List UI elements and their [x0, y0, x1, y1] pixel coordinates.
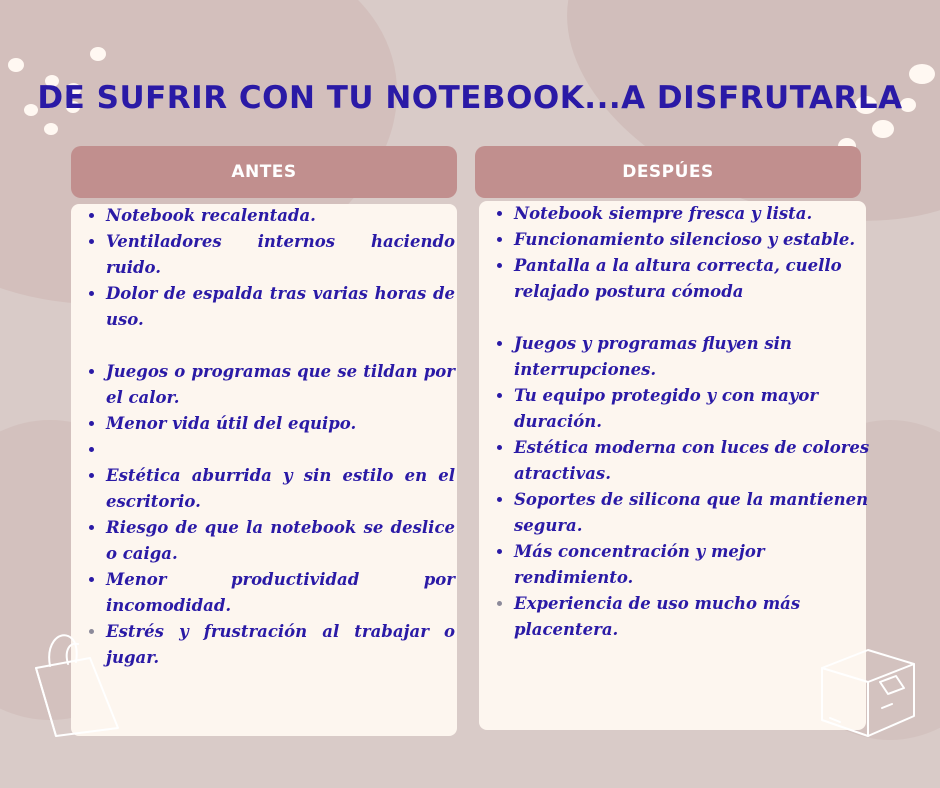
antes-list: [72, 203, 455, 671]
list-item: • Menor vida útil del equipo.: [106, 411, 455, 437]
list-spacer: [106, 333, 455, 359]
page-title: DE SUFRIR CON TU NOTEBOOK...A DISFRUTARLA: [37, 80, 903, 116]
list-item-empty: [106, 437, 455, 463]
despues-list: [480, 201, 874, 643]
decorative-dot: [44, 123, 58, 135]
list-item: • Más concentración y mejor rendimiento.: [514, 539, 874, 591]
list-item: • Juegos y programas fluyen sin interrupciones.: [514, 331, 874, 383]
list-item: • Estrés y frustración al trabajar o jugar.: [106, 619, 455, 671]
decorative-dot: [90, 47, 106, 61]
despues-header: DESPÚES: [475, 146, 861, 198]
list-item: • Riesgo de que la notebook se deslice o caiga.: [106, 515, 455, 567]
shopping-bag-icon: [28, 628, 124, 740]
list-item: • Juegos o programas que se tildan por el calor.: [106, 359, 455, 411]
list-item: • Notebook siempre fresca y lista.: [514, 201, 874, 227]
list-item: • Pantalla a la altura correcta, cuello relajado postura cómoda: [514, 253, 874, 305]
decorative-dot: [8, 58, 24, 72]
list-item: • Dolor de espalda tras varias horas de uso.: [106, 281, 455, 333]
list-item: • Funcionamiento silencioso y estable.: [514, 227, 874, 253]
list-item: • Experiencia de uso mucho más placentera.: [514, 591, 874, 643]
list-item: • Tu equipo protegido y con mayor duración.: [514, 383, 874, 435]
antes-header: ANTES: [71, 146, 457, 198]
list-item: • Menor productividad por incomodidad.: [106, 567, 455, 619]
list-item: • Ventiladores internos haciendo ruido.: [106, 229, 455, 281]
decorative-dot: [872, 120, 894, 138]
list-spacer: [514, 305, 874, 331]
list-item: • Notebook recalentada.: [106, 203, 455, 229]
list-item: • Estética moderna con luces de colores atractivas.: [514, 435, 874, 487]
package-box-icon: [818, 638, 920, 740]
list-item: • Estética aburrida y sin estilo en el escritorio.: [106, 463, 455, 515]
list-item: • Soportes de silicona que la mantienen segura.: [514, 487, 874, 539]
